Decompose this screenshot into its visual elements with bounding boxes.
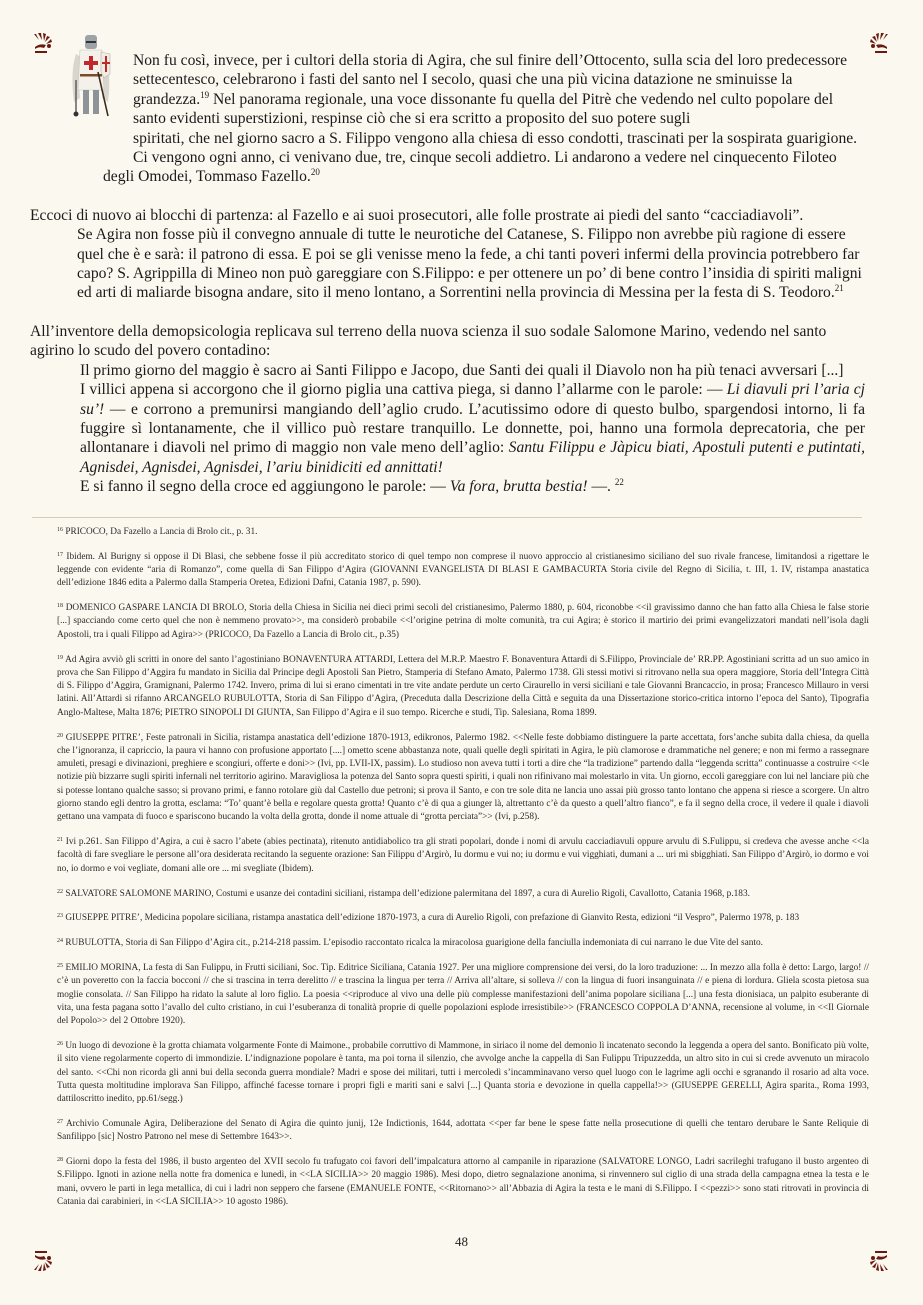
footnote-text: Ibidem. Al Burigny si oppose il Di Blasi, che sebbene fosse il più accreditato storico di quel tempo non comprese il nuovo approccio al cristianesimo siciliano del suo rivale francese, limitandosi a rigettare le leggende con evidente “aria di Romanzo”, come quella di San Filippo d’Agira (GIOVANNI EVANGELISTA DI BLASI E GAMBACURTA Storia civile del Regno di Sicilia, t. III, 1. IV, ristampa anastatica dell’edizione 1846 edita a Palermo dalla Stamperia Oretea, Edizioni Dafni, Catania 1987, p. 590). [57, 551, 870, 589]
footnote [57, 1156, 869, 1209]
footnote-number: 20 [57, 732, 63, 739]
footnote [57, 602, 869, 642]
footnote-number: 18 [57, 603, 63, 610]
dialect-prayer: Santu Filippu e Jàpicu biati, Apostuli putenti e putintati, Agnisdei, Agnisdei, Agnisdei, l’ariu binidiciti ed annittati! [80, 439, 866, 476]
paragraph-text: spiritati, che nel giorno sacro a S. Filippo vengono alla chiesa di esso condotti, trascinati per la sospirata guarigione. [133, 129, 858, 147]
footnote [57, 551, 869, 591]
footnote-divider [32, 517, 862, 518]
paragraph-lead: All’inventore della demopsicologia replicava sul terreno della nuova scienza il suo sodale Salomone Marino, vedendo nel santo agirino lo scudo del povero contadino: [30, 322, 827, 360]
footnote [57, 732, 869, 825]
footnote-number: 27 [57, 1118, 63, 1125]
footnote [57, 1040, 869, 1106]
footnote-text: Ad Agira avviò gli scritti in onore del santo l’agostiniano BONAVENTURA ATTARDI, Lettera del M.R.P. Maestro F. Bonaventura Attardi di S.Filippo, Provinciale de’ RR.PP. Agostiniani scritta ad un suo amico in prova che San Filippo d’Aggira fu mandato in Sicilia dal Principe degli Apostoli San Pietro, Stamperia di Stefano Amato, Palermo 1738. Gli stessi motivi si ritrovano nella sua opera maggiore, Storia dell’Integra Città di S. Filippo d’Aggira, Gramignani, Palermo 1742. Invero, prima di lui si erano cimentati in tre vite andate perdute un certo Ciraurello in versi siciliani e tale Giovanni Brancaccio, in prosa; Francesco Millauro in versi latini. All’Attardi si rifanno ARCANGELO RUBULOTTA, Storia di San Filippo d’Agira, (Preceduta dalla Descrizione della Città e seguita da una Dissertazione storico-critica intorno l’epoca del Santo), Tipografia Anglo-Maltese, Malta 1876; PIETRO SINOPOLI DI GIUNTA, San Filippo d’Agira e il suo tempo. Ricerche e studi, Tip. Salesiana, Roma 1899. [57, 654, 870, 718]
dialect-quote: Li diavuli pri l’aria cj su’! [80, 381, 865, 418]
quote-text: Il primo giorno del maggio è sacro ai Santi Filippo e Jacopo, due Santi dei quali il Diavolo non ha più tenaci avversari [...] [80, 361, 844, 379]
corner-ornament-icon [866, 1249, 890, 1273]
main-text [30, 51, 866, 497]
footnote [57, 1118, 869, 1145]
footnote-number: 28 [57, 1156, 63, 1163]
dialect-quote: Va fora, brutta bestia! [449, 478, 588, 496]
footnote-text: SALVATORE SALOMONE MARINO, Costumi e usanze dei contadini siciliani, ristampa dell’edizione palermitana del 1897, a cura di Aurelio Rigoli, Cavallotto, Catania 1968, p.183. [65, 888, 750, 899]
footnote-ref[interactable]: 20 [310, 167, 320, 178]
corner-ornament-icon [32, 1249, 56, 1273]
paragraph [30, 206, 865, 225]
footnote-ref[interactable]: 19 [200, 89, 210, 100]
page-number: 48 [455, 1234, 468, 1249]
block-quote [30, 225, 865, 303]
footnote [57, 888, 869, 901]
paragraph-text: Ci vengono ogni anno, ci venivano due, tre, cinque secoli addietro. Li andarono a vedere nel cinquecento Filoteo [133, 149, 837, 167]
footnote-text: Archivio Comunale Agira, Deliberazione del Senato di Agira die quinto junij, 12e Indictionis, 1644, adottata <<per far bene le spese fatte nella prosecutione di quelli che tentaro derubare le Sante Reliquie di Sanfilippo [sic] Nostro Patrono nel mese di Settembre 1643>>. [57, 1118, 869, 1143]
corner-ornament-icon [32, 31, 56, 55]
footnote-number: 22 [57, 888, 63, 895]
footnote-text: PRICOCO, Da Fazello a Lancia di Brolo cit., p. 31. [65, 527, 258, 537]
footnote-number: 17 [57, 551, 63, 558]
paragraph [103, 51, 865, 187]
footnote-text: Ivi p.261. San Filippo d’Agira, a cui è sacro l’abete (abies pectinata), ritenuto antidiabolico tra gli strati popolari, donde i nomi di arvulu cacciadiavuli oppure arvulu di S.Fulippu, si credeva che avesse anche <<la facoltà di fare svegliare le persone all’ora desiderata recitando la seguente orazione: San Filippu d’Argirò, Iu dormu e vui no; iu dormu e vui vigghiati, dumani a ... uri mi sbigghiati. San Filippo d’Argirò, io dormo e voi no, io dormo e voi vegliate, domani alle ore ... mi svegliate (Ibidem). [57, 837, 870, 874]
quote-text: —. [587, 478, 615, 496]
footnote [57, 937, 869, 950]
quote-line [80, 380, 865, 477]
footnote [57, 526, 869, 539]
footnote-text: DOMENICO GASPARE LANCIA DI BROLO, Storia della Chiesa in Sicilia nei dieci primi secoli del cristianesimo, Palermo 1880, p. 604, riconobbe <<il gravissimo danno che han fatto alla Chiesa le false storie [...] spacciando come certo quel che non è nemmeno provato>>, ma considerò probabile <<l’origine petrina di molte comunità, tra cui Agira; è storico il martirio dei primi evangelizzatori mandati nell’isola dagli Apostoli, tra i quali Filippo ad Agira>> (PRICOCO, Da Fazello a Lancia di Brolo cit., p.35) [57, 603, 870, 640]
quote-line [80, 361, 865, 380]
footnote-number: 26 [57, 1040, 63, 1047]
footnote-number: 19 [57, 654, 63, 661]
quote-text: E si fanno il segno della croce ed aggiungono le parole: — [80, 478, 450, 496]
quote-text: I villici appena si accorgono che il giorno piglia una cattiva piega, si danno l’allarme con le parole: — [80, 381, 727, 399]
footnote-text: EMILIO MORINA, La festa di San Fulippu, in Frutti siciliani, Soc. Tip. Editrice Siciliana, Catania 1927. Per una migliore comprensione dei versi, do la loro traduzione: ... In mezzo alla folla è detto: Largo, largo! // c’è un poveretto con la faccia bocconi // che si trascina in terra derelitto // e trascina la lingua per terra // Arriva all’altare, si solleva // con la lingua di fuori insanguinata // e piena di lordura. Gliela scosta pietosa sua moglie consolata. // San Filippo ha ridato la salute al loro figlio. La poesia <<riproduce al vivo una delle più complesse manifestazioni dell’anima popolare siciliana [...] una festa dionisiaca, un palpito esuberante di vita, una festa pagana sotto l’avallo del culto cristiano, in cui l’esuberanza di tonalità proprie di quelle popolazioni esplode irresistibile>> (FRANCESCO COPPOLA D’ANNA, recensione al volume, in <<Il Giornale del Popolo>> del 2 Ottobre 1920). [57, 962, 870, 1027]
paragraph-text: Nel panorama regionale, una voce dissonante fu quella del Pitrè che vedendo nel culto popolare del santo evidenti superstizioni, respinse ciò che si era scritto a proposito del suo potere sugli [133, 90, 834, 128]
footnote [57, 836, 869, 876]
footnote-ref[interactable]: 21 [834, 283, 844, 294]
footnotes [57, 526, 869, 1221]
footnote-number: 21 [57, 837, 63, 844]
quote-text: Se Agira non fosse più il convegno annuale di tutte le neurotiche del Catanese, S. Filippo non avrebbe più ragione di essere quel che è e sarà: il patrono di essa. E poi se gli venisse meno la fede, a chi tanti poveri infermi della provincia potrebbero far capo? S. Agrippilla di Mineo non può gareggiare con S.Filippo: e per ottenere un po’ di bene contro l’insidia di spiriti maligni ed arti di maliarde bisogna andare, sito il meno lontano, a Sorrentini nella provincia di Messina per la festa di S. Teodoro. [77, 226, 862, 302]
paragraph-lead: Eccoci di nuovo ai blocchi di partenza: al Fazello e ai suoi prosecutori, alle folle prostrate ai piedi del santo “cacciadiavoli”. [30, 206, 804, 224]
quote-text: — e corrono a premunirsi mangiando dell’aglio crudo. L’acutissimo odore di questo bulbo, spargendosi intorno, li fa fuggire sì lontanamente, che il villico può restare tranquillo. Le donnette, poi, hanno una formola deprecatoria, che per allontanare i diavoli nel primo di maggio non vale meno dell’aglio: [80, 400, 865, 457]
footnote [57, 654, 869, 720]
footnote-number: 23 [57, 913, 63, 920]
footnote-text: Giorni dopo la festa del 1986, il busto argenteo del XVII secolo fu trafugato coi favori dell’impalcatura attorno al campanile in riparazione (SALVATORE LONGO, Ladri sacrileghi trafugano il busto argenteo di S.Filippo. Ignoti in azione nella notte fra domenica e lunedì, in <<LA SICILIA>> 20 maggio 1986). Mesi dopo, dietro segnalazione anonima, si rinvennero sul ciglio di una strada della campagna etnea la testa e le mani, ovvero le parti in lega metallica, di cui i ladri non seppero che farsene (EMANUELE FONTE, <<Ritornano>> all’Abbazia di Agira la testa e le mani di S.Filippo. I <<pezzi>> sono stati ritrovati in provincia di Catania dai carabinieri, in <<LA SICILIA>> 10 agosto 1986). [57, 1156, 869, 1207]
footnote-text: GIUSEPPE PITRE’, Medicina popolare siciliana, ristampa anastatica dell’edizione 1870-1973, a cura di Aurelio Rigoli, con prefazione di Gianvito Resta, edizioni “il Vespro”, Palermo 1978, p. 183 [65, 913, 800, 924]
footnote-number: 24 [57, 938, 63, 945]
paragraph [30, 322, 865, 361]
footnote-text: GIUSEPPE PITRE’, Feste patronali in Sicilia, ristampa anastatica dell’edizione 1870-1913, edikronos, Palermo 1982. <<Nelle feste dobbiamo distinguere la parte accettata, fors’anche subita dalla chiesa, da quella che l’ignoranza, il capriccio, la paura vi hanno con profusione apportato [....] ometto scene abbastanza note, quali quelle degli spiritati in Agira, le più clamorose e drammatiche nel genere; e non mi fermo a rassegnare amuleti, presagi e divinazioni, preghiere e scongiuri, offerte e doni>> (Ivi, pp. LVII-IX, passim). Lo studioso non aveva tutti i torti a dire che “la tradizione” partendo dalla “leggenda scritta” continuasse a costruire <<le notizie più bizzarre sugli spiriti infernali nel territorio agirino. Maravigliosa la potenza del Santo sopra questi spiriti, i quali non rifinivano mai molestarlo in vita. Un giorno, eccoli gareggiare con lui nel lanciare più che si potesse lontano qualche sasso; si provano primi, e fanno rotolare giù dal Castello due petroni; si prova il Santo, e con tre sole dita ne lancia uno assai più grosso tanto lontano che appena si riesce a scorgere. Un altro giorno stando egli dentro la grotta, esclama: “To’ quant’è bella e regolare questa grotta! Quanto c’è di qua a giunger là, altrettanto c’è da questo a quell’altro fianco”, e fa il segno della croce, il vedere il quale i diavoli gettano una vampata di fuoco e spariscono bucando la volta della grotta, donde il nome attuale di “grotta perciata”>> (Ivi, p.258). [57, 732, 869, 823]
paragraph-text: Non fu così, invece, per i cultori della storia di Agira, che sul finire dell’Ottocento, sulla scia del loro predecessore settecentesco, celebrarono i fasti del santo nel I secolo, quasi che una più vicina datazione ne sminuisse la grandezza. [133, 52, 848, 108]
footnote-text: Un luogo di devozione è la grotta chiamata volgarmente Fonte di Maimone., probabile corruttivo di Mammone, in siriaco il nome del demonio lì incatenato secondo la leggenda a opera del santo. Bonificato più volte, il sito viene regolarmente coperto di immondizie. L’indignazione popolare è tanta, ma poi torna il silenzio, che avvolge anche la cappella di San Fulippu Tripuzzedda, un altro sito in cui si crede avvenuto un miracolo del santo. <<Chi non ricorda gli anni bui della seconda guerra mondiale? Madri e spose dei militari, tutti i mercoledì s’incamminavano verso quel luogo con le lagrime agli occhi e sgranando il rosario ad alta voce. Tutta questa moltitudine implorava San Filippo, affinché facesse tornare i propri figli e mariti sani e salvi [...] Quanta storia e devozione in quella cappella!>> (GIUSEPPE GERELLI, Agira sparita., Roma 1993, dattiloscritto inedito, pp.61/segg.) [57, 1040, 869, 1105]
corner-ornament-icon [866, 31, 890, 55]
paragraph-text: degli Omodei, Tommaso Fazello. [103, 168, 311, 186]
block-quote [30, 361, 865, 497]
footnote-text: RUBULOTTA, Storia di San Filippo d’Agira cit., p.214-218 passim. L’episodio raccontato ricalca la miracolosa guarigione della fanciulla indemoniata di cui narrano le due Vite del santo. [65, 938, 763, 949]
footnote [57, 962, 869, 1028]
quote-line [80, 477, 865, 496]
footnote [57, 912, 869, 925]
footnote-ref[interactable]: 22 [614, 477, 624, 488]
footnote-number: 25 [57, 962, 63, 969]
footnote-number: 16 [57, 527, 63, 533]
